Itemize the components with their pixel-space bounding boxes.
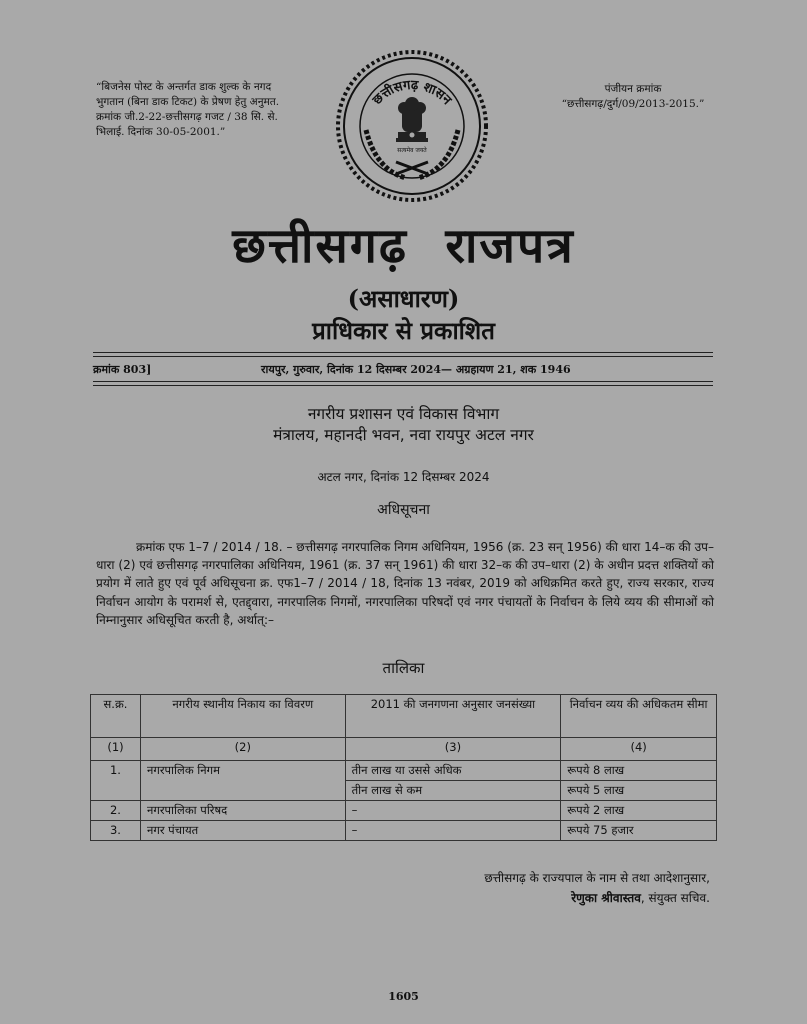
index-cell: (2)	[140, 738, 345, 761]
department-name: नगरीय प्रशासन एवं विकास विभाग	[307, 405, 500, 423]
cell-sno: 3.	[91, 821, 141, 841]
table-header-row	[91, 695, 717, 738]
header-body: नगरीय स्थानीय निकाय का विवरण	[140, 695, 345, 738]
table-index-row	[91, 738, 717, 761]
index-cell: (3)	[345, 738, 561, 761]
cell-limit: रूपये 5 लाख	[561, 781, 717, 801]
index-cell: (4)	[561, 738, 717, 761]
gazette-title: छत्तीसगढ़ राजपत्र	[232, 218, 575, 274]
cell-population: –	[345, 821, 561, 841]
cell-limit: रूपये 2 लाख	[561, 801, 717, 821]
registration-label: पंजीयन क्रमांक	[604, 83, 662, 95]
rule-bottom-2	[93, 385, 713, 386]
extraordinary-label: (असाधारण)	[347, 284, 460, 313]
cell-sno: 2.	[91, 801, 141, 821]
postal-note: “बिजनेस पोस्ट के अन्तर्गत डाक शुल्क के नगद भुगतान (बिना डाक टिकट) के प्रेषण हेतु अनुमत. क्रमांक जी.2-22-छत्तीसगढ़ गजट / 38 सि. से. भिलाई. दिनांक 30-05-2001.”	[96, 81, 280, 138]
table-row	[91, 761, 717, 781]
rule-bottom-1	[93, 381, 713, 382]
cell-population: –	[345, 801, 561, 821]
signatory-designation: , संयुक्त सचिव.	[640, 891, 710, 905]
notification-date: अटल नगर, दिनांक 12 दिसम्बर 2024	[317, 470, 490, 484]
issue-strip	[93, 362, 713, 378]
rule-top-2	[93, 356, 713, 357]
signatory-name: रेणुका श्रीवास्तव	[571, 891, 641, 905]
expense-limit-table	[90, 694, 717, 841]
cell-sno: 1.	[91, 761, 141, 801]
table-title: तालिका	[382, 659, 425, 677]
state-seal-emblem	[336, 50, 488, 202]
table-row	[91, 821, 717, 841]
index-cell: (1)	[91, 738, 141, 761]
registration-number: “छत्तीसगढ़/दुर्ग/09/2013-2015.”	[561, 98, 705, 110]
seal-text-top: छत्तीसगढ़ शासन	[370, 77, 455, 108]
signatory	[400, 888, 710, 908]
table-row	[91, 801, 717, 821]
notification-title: अधिसूचना	[377, 502, 430, 518]
header-limit: निर्वाचन व्यय की अधिकतम सीमा	[561, 695, 717, 738]
notification-body: क्रमांक एफ 1–7 / 2014 / 18. – छत्तीसगढ़ नगरपालिक निगम अधिनियम, 1956 (क्र. 23 सन् 1956) की धारा 14–क की उप–धारा (2) एवं छत्तीसगढ़ नगरपालिका अधिनियम, 1961 (क्र. 37 सन् 1961) की धारा 32–क की उप–धारा (2) के अधीन प्रदत्त शक्तियों को प्रयोग में लाते हुए एवं पूर्व अधिसूचना क्र. एफ1–7 / 2014 / 18, दिनांक 13 नवंबर, 2019 को अधिक्रमित करते हुए, राज्य सरकार, राज्य निर्वाचन आयोग के परामर्श से, एतद्द्वारा, नगरपालिक निगमों, नगरपालिका परिषदों एवं नगर पंचायतों के निर्वाचन के लिये व्यय की सीमाओं को निम्नानुसार अधिसूचित करती है, अर्थात्:–	[96, 540, 714, 627]
issue-number: क्रमांक 803]	[93, 363, 152, 376]
seal-motto: सत्यमेव जयते	[397, 147, 427, 154]
signoff-block	[400, 868, 710, 908]
department-block	[0, 404, 807, 446]
registration-block	[548, 82, 718, 112]
header-sno: स.क्र.	[91, 695, 141, 738]
cell-population: तीन लाख से कम	[345, 781, 561, 801]
authority-label: प्राधिकार से प्रकाशित	[312, 316, 495, 345]
header-population: 2011 की जनगणना अनुसार जनसंख्या	[345, 695, 561, 738]
cell-limit: रूपये 75 हजार	[561, 821, 717, 841]
issue-info: रायपुर, गुरुवार, दिनांक 12 दिसम्बर 2024— अग्रहायण 21, शक 1946	[261, 363, 571, 376]
cell-population: तीन लाख या उससे अधिक	[345, 761, 561, 781]
department-address: मंत्रालय, महानदी भवन, नवा रायपुर अटल नगर	[273, 426, 534, 444]
rule-top-1	[93, 352, 713, 353]
cell-limit: रूपये 8 लाख	[561, 761, 717, 781]
cell-body: नगरपालिक निगम	[140, 761, 345, 801]
page-number: 1605	[388, 990, 419, 1003]
cell-body: नगर पंचायत	[140, 821, 345, 841]
signoff-line: छत्तीसगढ़ के राज्यपाल के नाम से तथा आदेशानुसार,	[484, 871, 710, 885]
cell-body: नगरपालिका परिषद	[140, 801, 345, 821]
